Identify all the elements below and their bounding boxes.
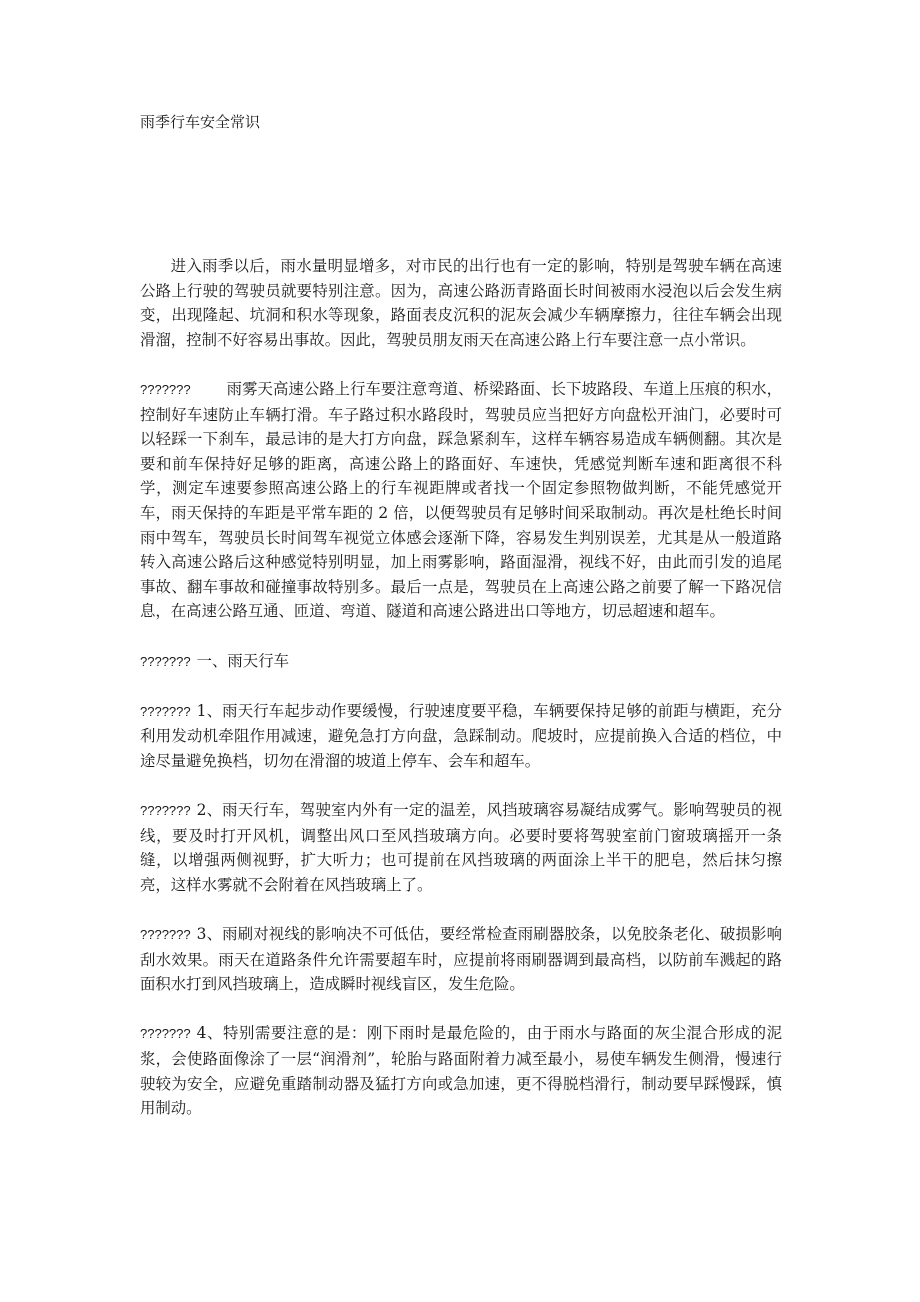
list-item <box>140 922 782 997</box>
placeholder-marker: ??????? <box>140 381 191 397</box>
list-item <box>140 1021 782 1120</box>
list-item-text: 3、雨刷对视线的影响决不可低估，要经常检查雨刷器胶条，以免胶条老化、破损影响刮水效果。雨天在道路条件允许需要超车时，应提前将雨刷器调到最高档，以防前车溅起的路面积水打到风挡玻璃上，造成瞬时视线盲区，发生危险。 <box>140 925 782 994</box>
list-item-text: 4、特别需要注意的是：刚下雨时是最危险的，由于雨水与路面的灰尘混合形成的泥浆，会使路面像涂了一层“润滑剂”，轮胎与路面附着力减至最小，易使车辆发生侧滑，慢速行驶较为安全，应避免重踏制动器及猛打方向或急加速，更不得脱档滑行，制动要早踩慢踩，慎用制动。 <box>140 1024 782 1118</box>
document-body <box>140 254 782 1145</box>
placeholder-marker: ??????? <box>140 1026 191 1042</box>
list-item-text: 1、雨天行车起步动作要缓慢，行驶速度要平稳，车辆要保持足够的前距与横距，充分利用发动机牵阻作用减速，避免急打方向盘，急踩制动。爬坡时，应提前换入合适的档位，中途尽量避免换档，切勿在滑溜的坡道上停车、会车和超车。 <box>140 701 782 770</box>
list-item <box>140 798 782 897</box>
section-heading <box>140 649 782 675</box>
intro-paragraph: 进入雨季以后，雨水量明显增多，对市民的出行也有一定的影响，特别是驾驶车辆在高速公路上行驶的驾驶员就要特别注意。因为，高速公路沥青路面长时间被雨水浸泡以后会发生病变，出现隆起、坑洞和积水等现象，路面表皮沉积的泥灰会减少车辆摩擦力，往往车辆会出现滑溜，控制不好容易出事故。因此，驾驶员朋友雨天在高速公路上行车要注意一点小常识。 <box>140 257 782 349</box>
overview-paragraph <box>140 377 782 624</box>
document-title: 雨季行车安全常识 <box>140 113 261 131</box>
placeholder-marker: ??????? <box>140 927 191 943</box>
placeholder-marker: ??????? <box>140 803 191 819</box>
list-item-text: 2、雨天行车，驾驶室内外有一定的温差，风挡玻璃容易凝结成雾气。影响驾驶员的视线，要及时打开风机，调整出风口至风挡玻璃方向。必要时要将驾驶室前门窗玻璃摇开一条缝，以增强两侧视野，扩大听力；也可提前在风挡玻璃的两面涂上半干的肥皂，然后抹匀擦亮，这样水雾就不会附着在风挡玻璃上了。 <box>140 801 782 894</box>
placeholder-marker: ??????? <box>140 653 191 669</box>
overview-text: 雨雾天高速公路上行车要注意弯道、桥梁路面、长下坡路段、车道上压痕的积水，控制好车速防止车辆打滑。车子路过积水路段时，驾驶员应当把好方向盘松开油门，必要时可以轻踩一下刹车，最忌讳的是大打方向盘，踩急紧刹车，这样车辆容易造成车辆侧翻。其次是要和前车保持好足够的距离，高速公路上的路面好、车速快，凭感觉判断车速和距离很不科学，测定车速要参照高速公路上的行车视距牌或者找一个固定参照物做判断，不能凭感觉开车，雨天保持的车距是平常车距的 2 倍，以便驾驶员有足够时间采取制动。再次是杜绝长时间雨中驾车，驾驶员长时间驾车视觉立体感会逐渐下降，容易发生判别误差，尤其是从一般道路转入高速公路后这种感觉特别明显，加上雨雾影响，路面湿滑，视线不好，由此而引发的追尾事故、翻车事故和碰撞事故特别多。最后一点是，驾驶员在上高速公路之前要了解一下路况信息，在高速公路互通、匝道、弯道、隧道和高速公路进出口等地方，切忌超速和超车。 <box>140 379 782 621</box>
placeholder-marker: ??????? <box>140 703 191 719</box>
section-heading-text: 一、雨天行车 <box>196 651 289 670</box>
list-item <box>140 699 782 774</box>
